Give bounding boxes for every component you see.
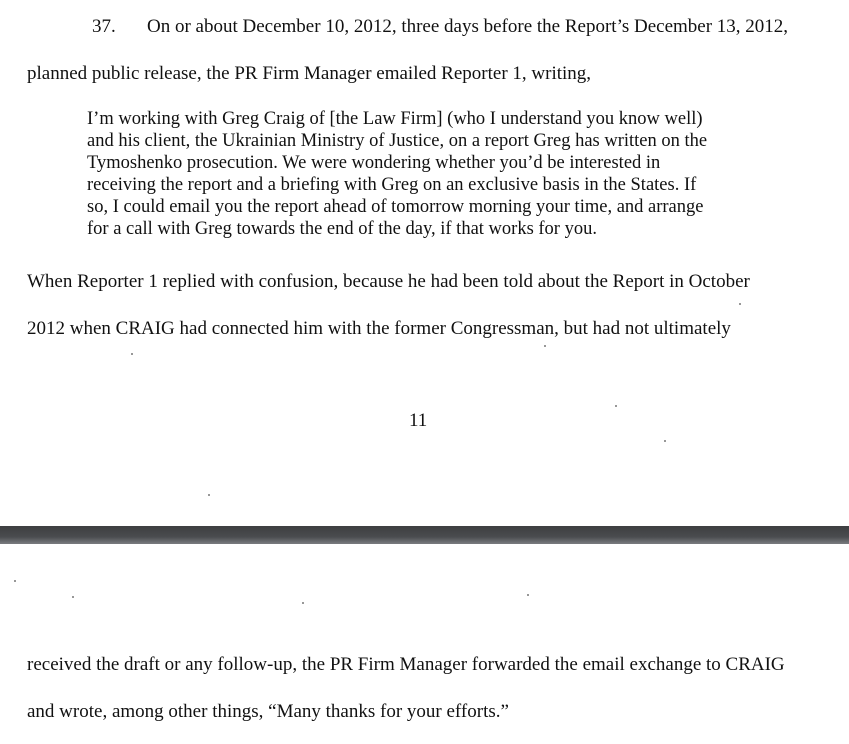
scan-speck [14,580,16,582]
scan-speck [72,596,74,598]
quote-line: I’m working with Greg Craig of [the Law Firm] (who I understand you know well) [87,109,703,129]
quote-line: so, I could email you the report ahead of tomorrow morning your time, and arrange [87,197,704,217]
quote-line: for a call with Greg towards the end of the day, if that works for you. [87,219,597,239]
scan-speck [664,440,666,442]
next-page-line-1: received the draft or any follow-up, the PR Firm Manager forwarded the email exchange to CRAIG [27,654,785,675]
quote-line: receiving the report and a briefing with Greg on an exclusive basis in the States. If [87,175,697,195]
page-number: 11 [409,410,428,431]
scan-speck [302,602,304,604]
next-page-line-2: and wrote, among other things, “Many thanks for your efforts.” [27,701,509,722]
scan-speck [739,303,741,305]
continuation-line-1: When Reporter 1 replied with confusion, because he had been told about the Report in October [27,271,750,292]
scan-speck [208,494,210,496]
scan-speck [615,405,617,407]
scan-speck [527,594,529,596]
scan-speck [544,345,546,347]
paragraph-line-1: On or about December 10, 2012, three days before the Report’s December 13, 2012, [147,16,789,37]
scan-speck [131,353,133,355]
continuation-line-2: 2012 when CRAIG had connected him with the former Congressman, but had not ultimately [27,318,731,339]
quote-line: and his client, the Ukrainian Ministry of Justice, on a report Greg has written on the [87,131,708,151]
page-break-divider [0,526,849,544]
paragraph-number: 37. [92,16,116,37]
quote-line: Tymoshenko prosecution. We were wondering whether you’d be interested in [87,153,661,173]
document-page-bottom [0,544,849,744]
paragraph-line-2: planned public release, the PR Firm Manager emailed Reporter 1, writing, [27,63,592,84]
